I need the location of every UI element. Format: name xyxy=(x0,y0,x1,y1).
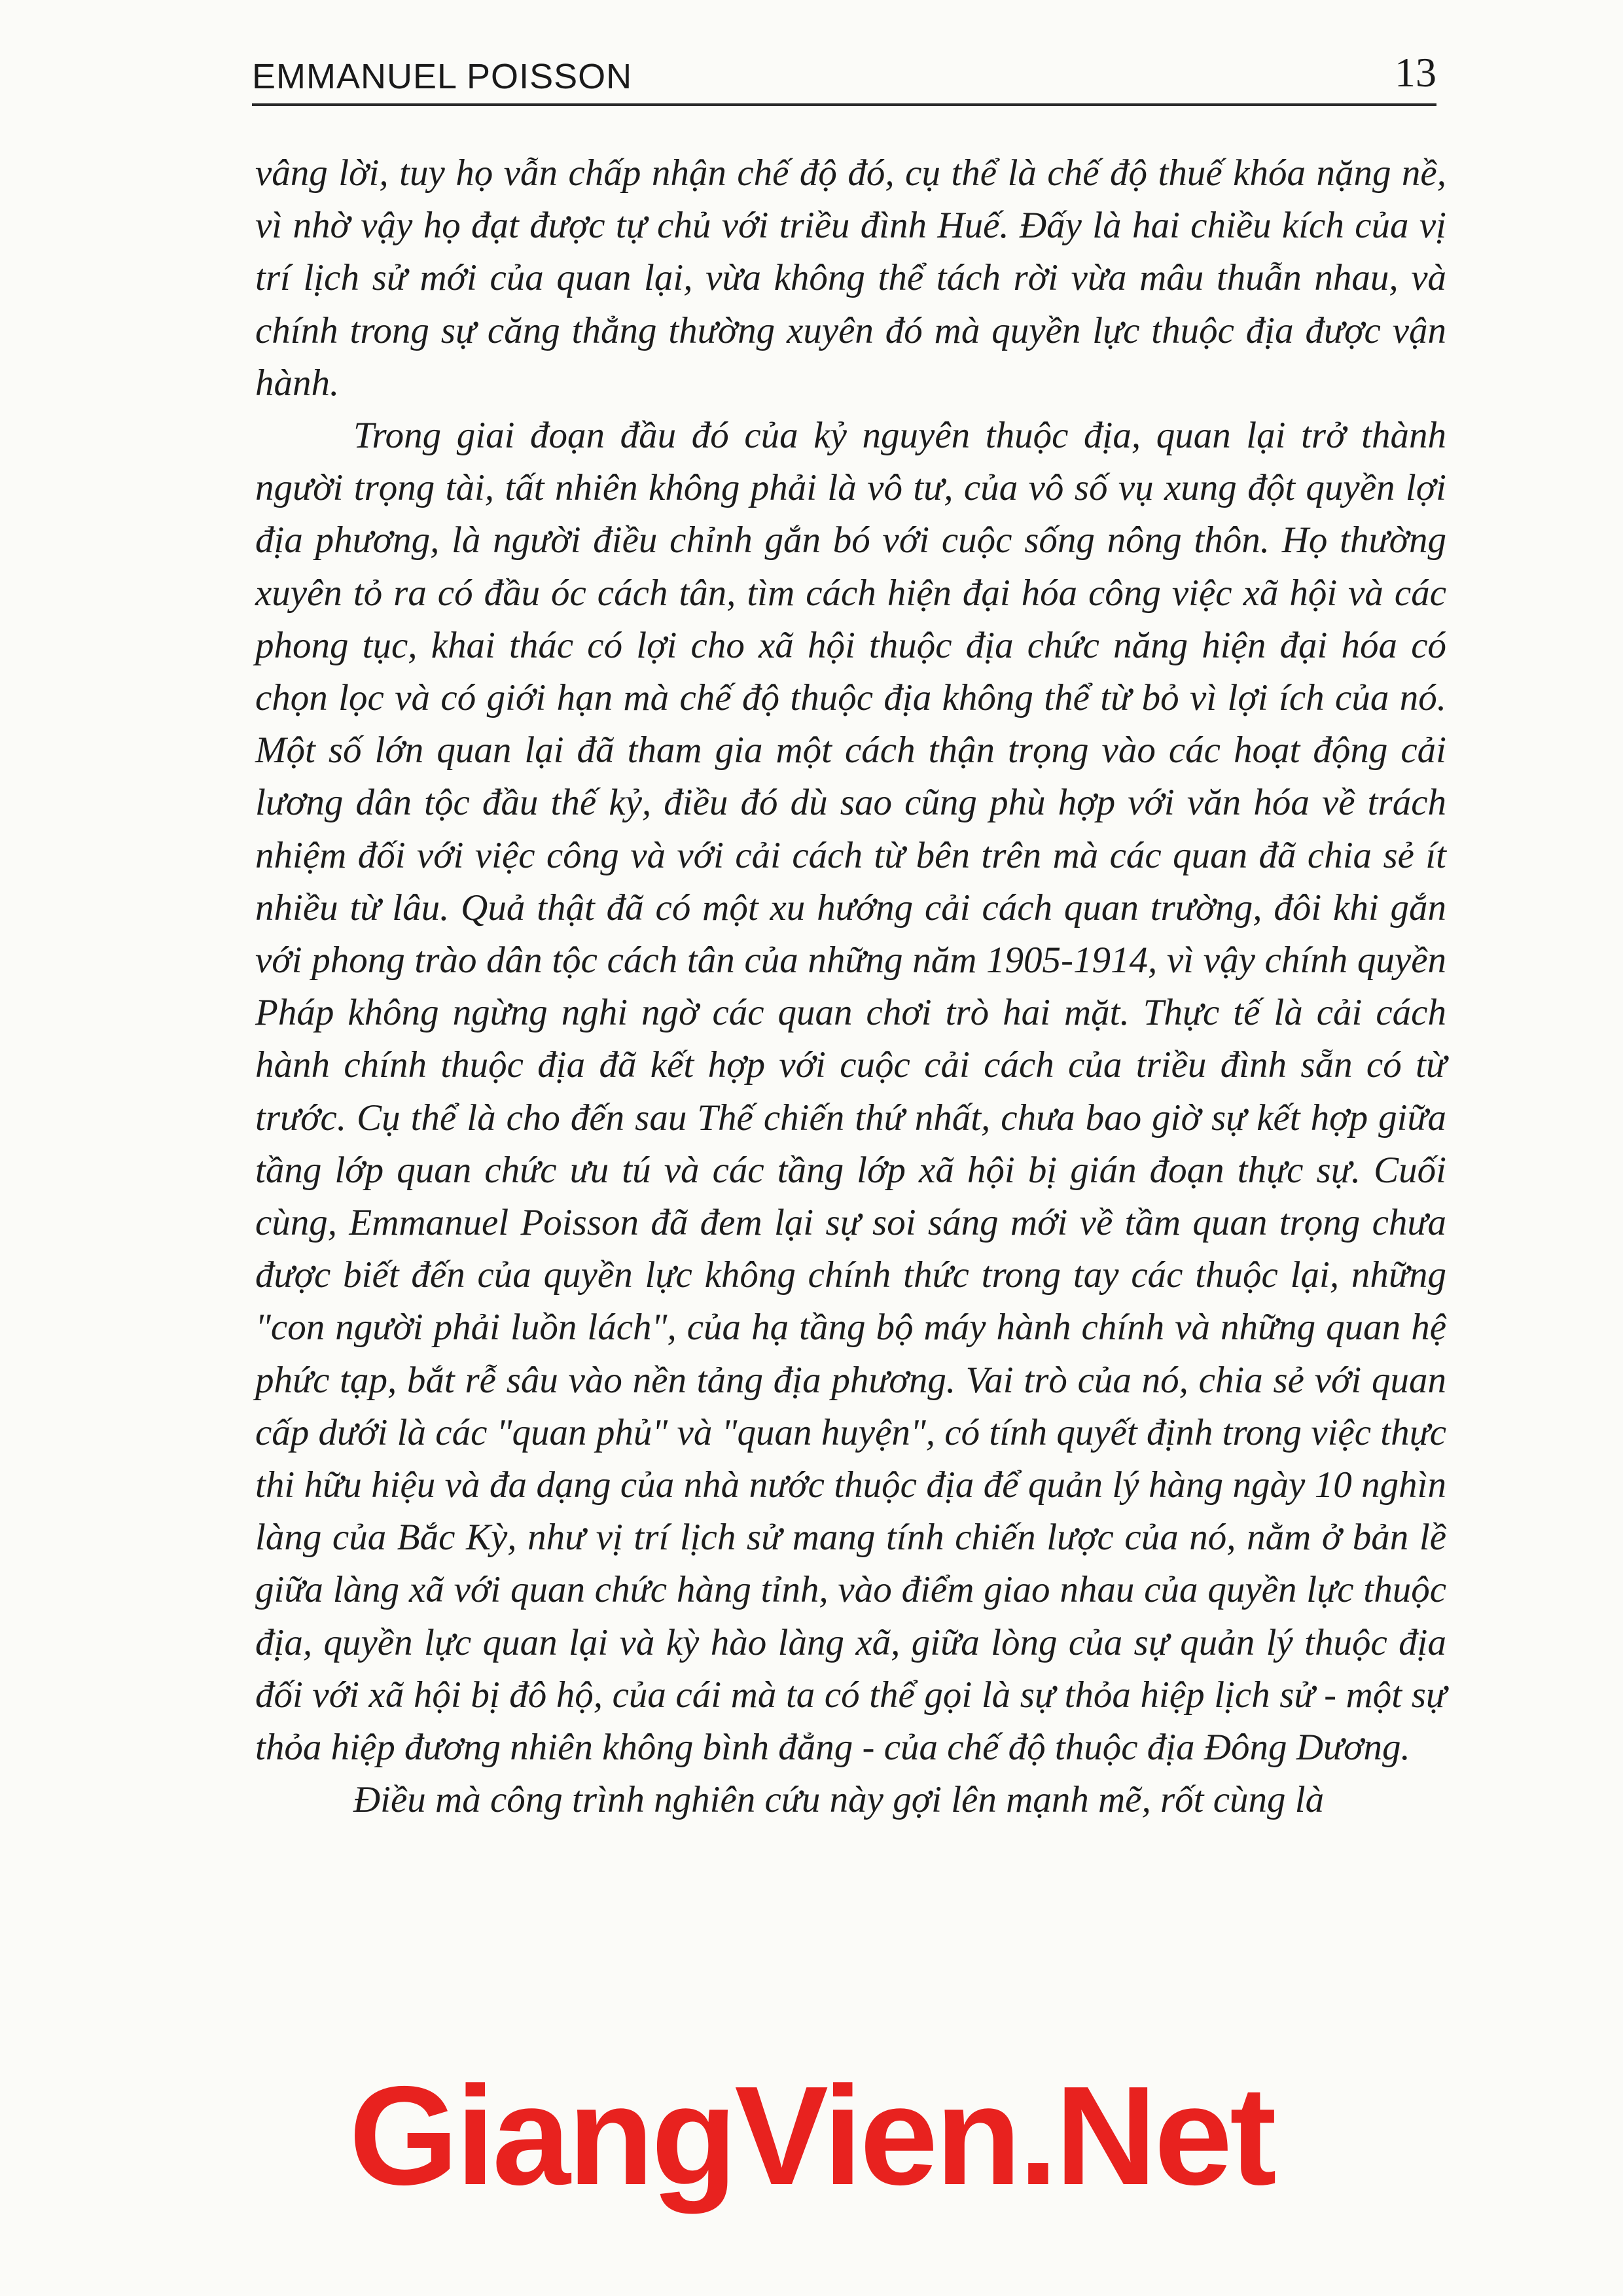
paragraph-3: Điều mà công trình nghiên cứu này gợi lên mạnh mẽ, rốt cùng là xyxy=(353,1779,1325,1821)
watermark-text: GiangVien.Net xyxy=(349,2057,1274,2214)
paragraph-1: vâng lời, tuy họ vẫn chấp nhận chế độ đó, cụ thể là chế độ thuế khóa nặng nề, vì nhờ vậy họ đạt được tự chủ với triều đình Huế. Đấy là hai chiều kích của vị trí lịch sử mới của quan lại, vừa không thể tách rời vừa mâu thuẫn nhau, và chính trong sự căng thẳng thường xuyên đó mà quyền lực thuộc địa được vận hành. xyxy=(255,152,1446,404)
body-text xyxy=(255,147,1446,1827)
page-header xyxy=(252,41,1436,106)
running-head: EMMANUEL POISSON xyxy=(252,57,633,96)
page-number: 13 xyxy=(1395,49,1436,96)
paragraph-2: Trong giai đoạn đầu đó của kỷ nguyên thuộc địa, quan lại trở thành người trọng tài, tất nhiên không phải là vô tư, của vô số vụ xung đột quyền lợi địa phương, là người điều chỉnh gắn bó với cuộc sống nông thôn. Họ thường xuyên tỏ ra có đầu óc cách tân, tìm cách hiện đại hóa công việc xã hội và các phong tục, khai thác có lợi cho xã hội thuộc địa chức năng hiện đại hóa có chọn lọc và có giới hạn mà chế độ thuộc địa không thể từ bỏ vì lợi ích của nó. Một số lớn quan lại đã tham gia một cách thận trọng vào các hoạt động cải lương dân tộc đầu thế kỷ, điều đó dù sao cũng phù hợp với văn hóa về trách nhiệm đối với việc công và với cải cách từ bên trên mà các quan đã chia sẻ ít nhiều từ lâu. Quả thật đã có một xu hướng cải cách quan trường, đôi khi gắn với phong trào dân tộc cách tân của những năm 1905-1914, vì vậy chính quyền Pháp không ngừng nghi ngờ các quan chơi trò hai mặt. Thực tế là cải cách hành chính thuộc địa đã kết hợp với cuộc cải cách của triều đình sẵn có từ trước. Cụ thể là cho đến sau Thế chiến thứ nhất, chưa bao giờ sự kết hợp giữa tầng lớp quan chức ưu tú và các tầng lớp xã hội bị gián đoạn thực sự. Cuối cùng, Emmanuel Poisson đã đem lại sự soi sáng mới về tầm quan trọng chưa được biết đến của quyền lực không chính thức trong tay các thuộc lại, những "con người phải luồn lách", của hạ tầng bộ máy hành chính và những quan hệ phức tạp, bắt rễ sâu vào nền tảng địa phương. Vai trò của nó, chia sẻ với quan cấp dưới là các "quan phủ" và "quan huyện", có tính quyết định trong việc thực thi hữu hiệu và đa dạng của nhà nước thuộc địa để quản lý hàng ngày 10 nghìn làng của Bắc Kỳ, như vị trí lịch sử mang tính chiến lược của nó, nằm ở bản lề giữa làng xã với quan chức hàng tỉnh, vào điểm giao nhau của quyền lực thuộc địa, quyền lực quan lại và kỳ hào làng xã, giữa lòng của sự quản lý thuộc địa đối với xã hội bị đô hộ, của cái mà ta có thể gọi là sự thỏa hiệp lịch sử - một sự thỏa hiệp đương nhiên không bình đẳng - của chế độ thuộc địa Đông Dương. xyxy=(255,415,1446,1769)
header-rule xyxy=(252,103,1436,106)
